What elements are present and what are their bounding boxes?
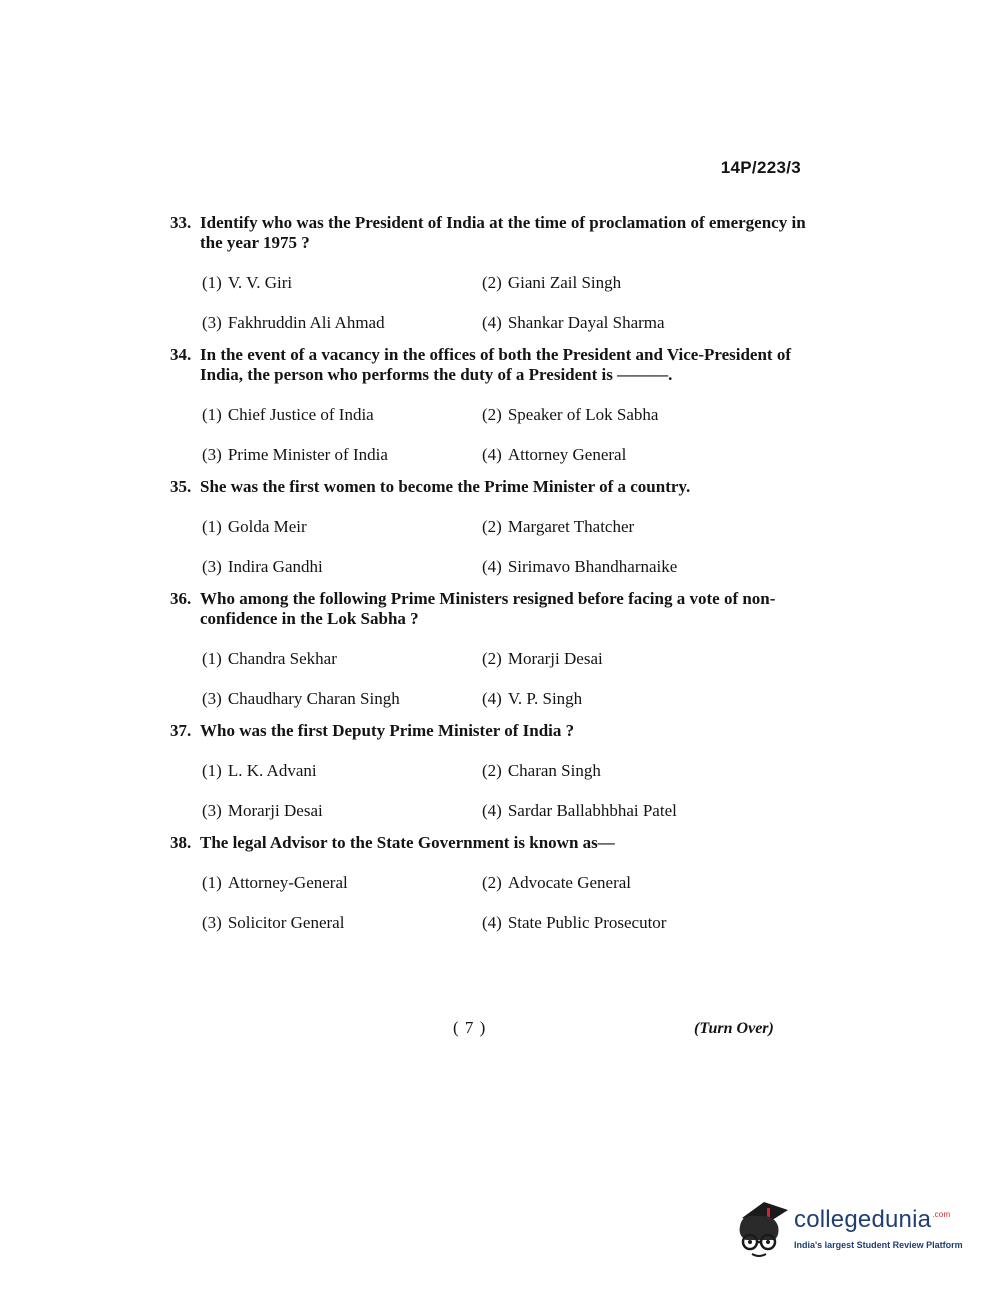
question-number: 38.: [170, 833, 192, 852]
option-number: (2): [482, 761, 502, 780]
question-text: [170, 345, 810, 385]
option-label: Advocate General: [507, 873, 632, 892]
option-2: [482, 516, 782, 537]
question-text: [170, 833, 810, 853]
question-list: [170, 213, 810, 945]
option-number: (4): [482, 913, 502, 932]
option-label: Attorney General: [507, 445, 627, 464]
question-35: [170, 477, 810, 577]
option-1: [202, 872, 482, 893]
option-number: (4): [482, 801, 502, 820]
option-3: [202, 912, 482, 933]
option-number: (1): [202, 873, 222, 892]
option-number: (1): [202, 273, 222, 292]
option-label: Speaker of Lok Sabha: [507, 405, 659, 424]
option-label: Morarji Desai: [507, 649, 603, 668]
question-text: [170, 589, 810, 629]
option-label: State Public Prosecutor: [507, 913, 667, 932]
paper-code: 14P/223/3: [720, 158, 801, 177]
question-number: 33.: [170, 213, 192, 232]
option-4: [482, 312, 782, 333]
option-3: [202, 688, 482, 709]
option-4: [482, 912, 782, 933]
option-number: (2): [482, 649, 502, 668]
turn-over-note: (Turn Over): [694, 1020, 774, 1037]
option-number: (1): [202, 761, 222, 780]
option-grid: [170, 872, 810, 933]
option-label: V. P. Singh: [507, 689, 583, 708]
option-1: [202, 760, 482, 781]
option-number: (3): [202, 557, 222, 576]
option-grid: [170, 272, 810, 333]
logo-tagline: India's largest Student Review Platform: [794, 1240, 963, 1250]
option-label: Margaret Thatcher: [507, 517, 635, 536]
option-label: Charan Singh: [507, 761, 601, 780]
option-grid: [170, 760, 810, 821]
option-1: [202, 272, 482, 293]
question-text: [170, 477, 810, 497]
option-label: Sirimavo Bhandharnaike: [507, 557, 678, 576]
option-4: [482, 800, 782, 821]
question-34: [170, 345, 810, 465]
option-number: (3): [202, 313, 222, 332]
option-number: (3): [202, 689, 222, 708]
question-body: The legal Advisor to the State Government is known as—: [200, 833, 615, 852]
option-label: Chandra Sekhar: [227, 649, 337, 668]
option-1: [202, 404, 482, 425]
question-37: [170, 721, 810, 821]
option-grid: [170, 404, 810, 465]
option-label: Solicitor General: [227, 913, 345, 932]
option-number: (4): [482, 445, 502, 464]
option-number: (1): [202, 517, 222, 536]
option-grid: [170, 516, 810, 577]
option-4: [482, 444, 782, 465]
option-label: Chief Justice of India: [227, 405, 374, 424]
option-number: (1): [202, 649, 222, 668]
option-4: [482, 688, 782, 709]
question-body: In the event of a vacancy in the offices of both the President and Vice-President of India, the person who performs the duty of a President is ———.: [200, 345, 792, 384]
option-number: (4): [482, 689, 502, 708]
option-grid: [170, 648, 810, 709]
option-label: Prime Minister of India: [227, 445, 388, 464]
option-3: [202, 556, 482, 577]
logo-name: [794, 1206, 950, 1234]
option-label: Sardar Ballabhbhai Patel: [507, 801, 677, 820]
question-36: [170, 589, 810, 709]
option-number: (4): [482, 313, 502, 332]
option-label: Golda Meir: [227, 517, 307, 536]
option-number: (1): [202, 405, 222, 424]
option-label: L. K. Advani: [227, 761, 317, 780]
option-3: [202, 800, 482, 821]
option-2: [482, 872, 782, 893]
option-label: Giani Zail Singh: [507, 273, 622, 292]
question-body: She was the first women to become the Prime Minister of a country.: [200, 477, 691, 496]
option-label: Shankar Dayal Sharma: [507, 313, 665, 332]
option-label: Indira Gandhi: [227, 557, 323, 576]
option-number: (2): [482, 405, 502, 424]
option-number: (2): [482, 873, 502, 892]
option-number: (3): [202, 445, 222, 464]
question-body: Identify who was the President of India at the time of proclamation of emergency in the year 1975 ?: [200, 213, 806, 252]
question-body: Who among the following Prime Ministers resigned before facing a vote of non-confidence in the Lok Sabha ?: [200, 589, 776, 628]
option-2: [482, 404, 782, 425]
option-number: (2): [482, 273, 502, 292]
collegedunia-logo[interactable]: [734, 1196, 964, 1266]
student-mascot-icon: [734, 1196, 792, 1260]
option-3: [202, 444, 482, 465]
question-number: 35.: [170, 477, 192, 496]
question-text: [170, 213, 810, 253]
question-body: Who was the first Deputy Prime Minister of India ?: [200, 721, 575, 740]
option-label: Attorney-General: [227, 873, 348, 892]
option-3: [202, 312, 482, 333]
option-label: Fakhruddin Ali Ahmad: [227, 313, 385, 332]
option-number: (3): [202, 913, 222, 932]
option-2: [482, 272, 782, 293]
logo-suffix: .com: [932, 1210, 951, 1219]
logo-name-text: collegedunia: [794, 1206, 932, 1233]
question-number: 34.: [170, 345, 192, 364]
option-label: V. V. Giri: [227, 273, 293, 292]
page-number: ( 7 ): [453, 1018, 487, 1037]
question-number: 37.: [170, 721, 192, 740]
option-label: Morarji Desai: [227, 801, 323, 820]
option-number: (3): [202, 801, 222, 820]
option-4: [482, 556, 782, 577]
question-38: [170, 833, 810, 933]
option-2: [482, 648, 782, 669]
question-text: [170, 721, 810, 741]
question-number: 36.: [170, 589, 192, 608]
option-1: [202, 516, 482, 537]
question-33: [170, 213, 810, 333]
option-2: [482, 760, 782, 781]
option-number: (4): [482, 557, 502, 576]
option-number: (2): [482, 517, 502, 536]
option-1: [202, 648, 482, 669]
option-label: Chaudhary Charan Singh: [227, 689, 400, 708]
